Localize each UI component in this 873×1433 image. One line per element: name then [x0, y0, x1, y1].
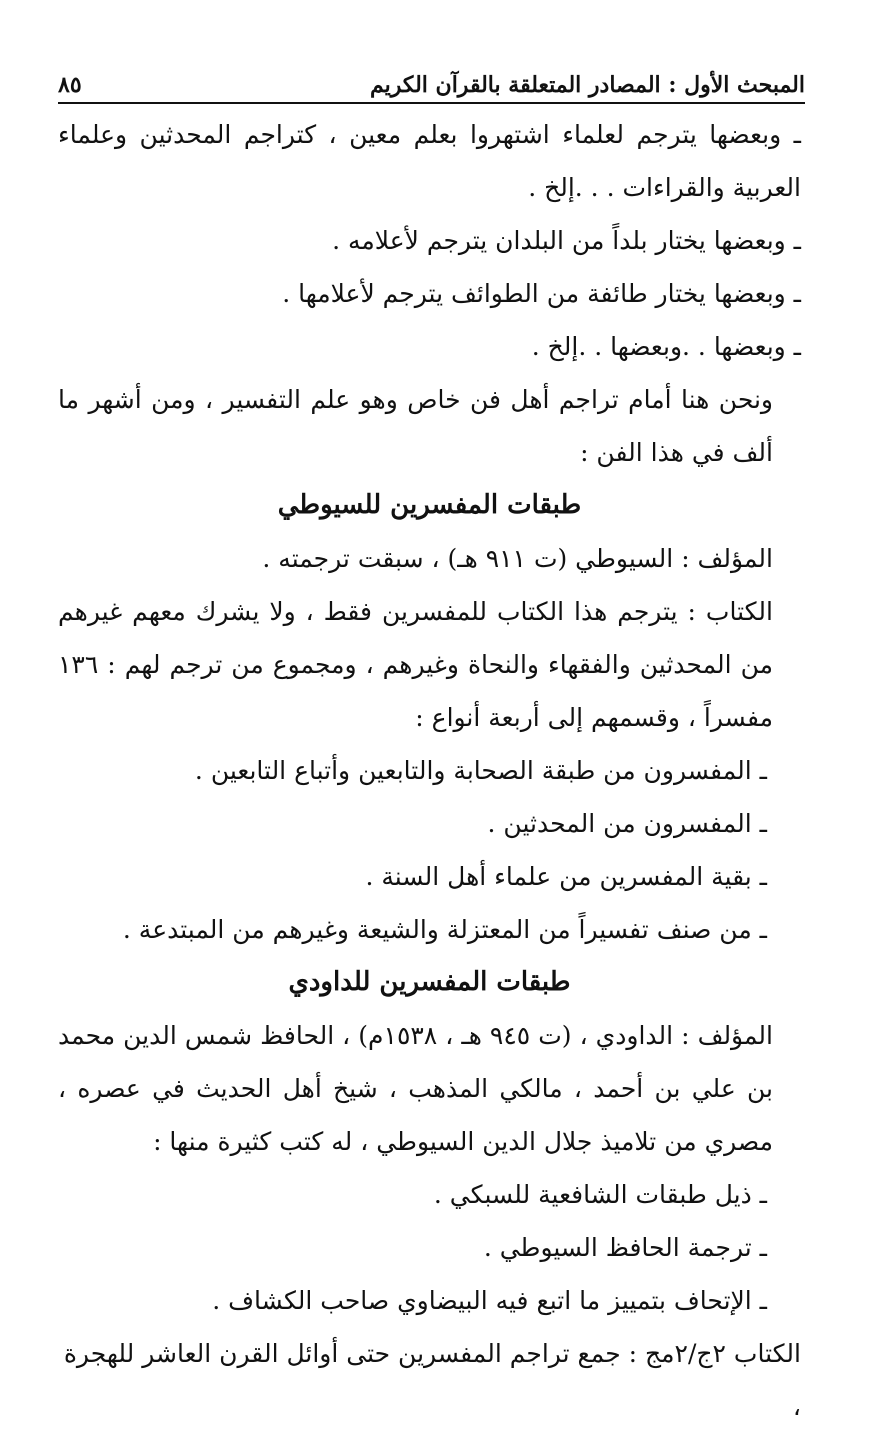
chapter-title: المبحث الأول : المصادر المتعلقة بالقرآن الكريم: [370, 72, 805, 98]
intro-paragraph: ونحن هنا أمام تراجم أهل فن خاص وهو علم التفسير ، ومن أشهر ما ألف في هذا الفن :: [58, 385, 773, 467]
types-list: [58, 744, 801, 956]
list-item: ـ من صنف تفسيراً من المعتزلة والشيعة وغيرهم من المبتدعة .: [122, 915, 767, 944]
running-header: [58, 58, 805, 104]
intro-item: ـ وبعضها يختار طائفة من الطوائف يترجم لأعلامها .: [282, 279, 801, 308]
list-item: ـ ذيل طبقات الشافعية للسبكي .: [433, 1180, 767, 1209]
page-number: ٨٥: [58, 72, 82, 98]
author-paragraph: المؤلف : الداودي ، (ت ٩٤٥ هـ ، ١٥٣٨م) ، الحافظ شمس الدين محمد بن علي بن أحمد ، مالكي المذهب ، شيخ أهل الحديث في عصره ، مصري من تلاميذ جلال الدين السيوطي ، له كتب كثيرة منها :: [58, 1021, 773, 1156]
list-item: ـ ترجمة الحافظ السيوطي .: [483, 1233, 767, 1262]
book-paragraph: الكتاب : يترجم هذا الكتاب للمفسرين فقط ، ولا يشرك معهم غيرهم من المحدثين والفقهاء والنحاة وغيرهم ، ومجموع من ترجم لهم : ١٣٦ مفسراً ، وقسمهم إلى أربعة أنواع :: [58, 597, 773, 732]
list-item: ـ بقية المفسرين من علماء أهل السنة .: [365, 862, 767, 891]
intro-list: [58, 108, 801, 373]
works-list: [58, 1168, 801, 1327]
list-item: ـ المفسرون من المحدثين .: [487, 809, 767, 838]
author-paragraph: المؤلف : السيوطي (ت ٩١١ هـ) ، سبقت ترجمته .: [262, 544, 773, 573]
book-paragraph: الكتاب ٢ج/٢مج : جمع تراجم المفسرين حتى أوائل القرن العاشر للهجرة ،: [63, 1339, 801, 1421]
section-heading: طبقات المفسرين للسيوطي: [277, 490, 582, 520]
section-heading: طبقات المفسرين للداودي: [288, 967, 571, 997]
intro-item: ـ وبعضها يترجم لعلماء اشتهروا بعلم معين ، كتراجم المحدثين وعلماء العربية والقراءات . . .إلخ .: [58, 120, 801, 202]
list-item: ـ المفسرون من طبقة الصحابة والتابعين وأتباع التابعين .: [194, 756, 767, 785]
intro-item: ـ وبعضها يختار بلداً من البلدان يترجم لأعلامه .: [332, 226, 801, 255]
page-body: [58, 108, 801, 1433]
list-item: ـ الإتحاف بتمييز ما اتبع فيه البيضاوي صاحب الكشاف .: [212, 1286, 767, 1315]
intro-item: ـ وبعضها . .وبعضها . .إلخ .: [531, 332, 801, 361]
